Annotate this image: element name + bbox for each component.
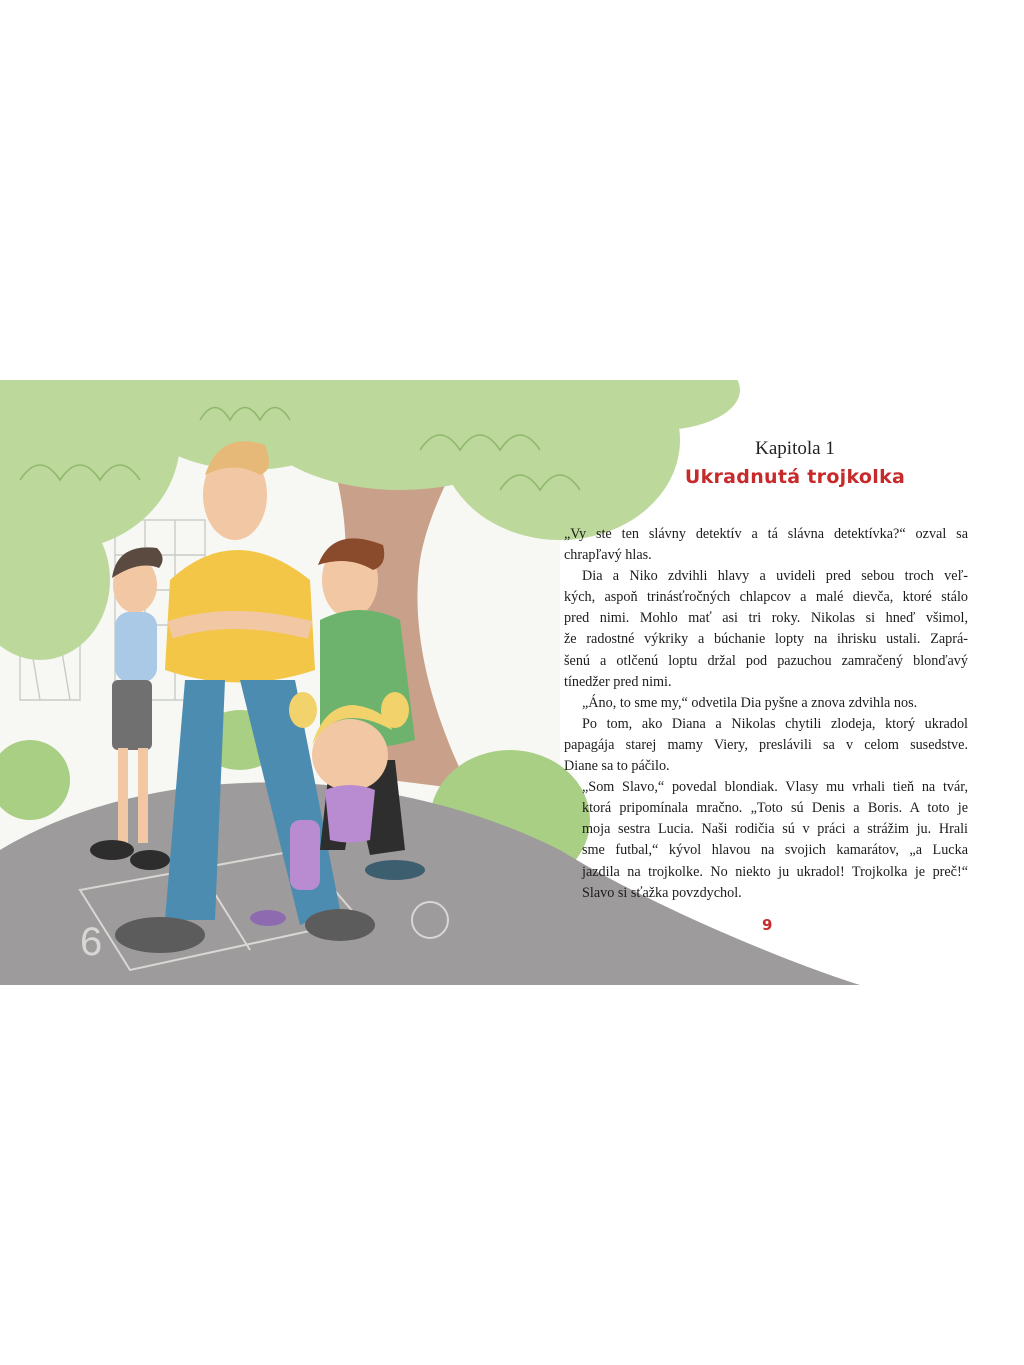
chapter-label: Kapitola 1 [755, 438, 835, 459]
text-line: Po tom, ako Diana a Nikolas chytili zlodeja, ktorý ukradol [582, 715, 968, 732]
text-line: „Áno, to sme my,“ odvetila Dia pyšne a znova zdvihla nos. [582, 694, 918, 711]
text-line: pred nimi. Mohlo mať asi tri roky. Nikolas si hneď všimol, [564, 610, 968, 627]
text-line: šenú a otlčenú loptu držal pod pazuchou zamračený blonďavý [564, 652, 968, 669]
text-line: Dia a Niko zdvihli hlavy a uvideli pred sebou troch veľ- [582, 568, 968, 585]
paragraph [564, 714, 968, 777]
paragraph [564, 566, 968, 693]
text-line: tínedžer pred nimi. [564, 673, 672, 690]
chapter-title: Ukradnutá trojkolka [684, 466, 906, 488]
text-line: moja sestra Lucia. Naši rodičia sú v práci a strážim ju. Hrali [582, 821, 968, 838]
text-line: „Vy ste ten slávny detektív a tá slávna detektívka?“ ozval sa [564, 526, 968, 542]
paragraph [564, 693, 968, 714]
text-line: sme futbal,“ kývol hlavou na svojich kamarátov, „a Lucka [582, 842, 968, 859]
svg-text:6: 6 [80, 920, 103, 964]
text-page [540, 380, 980, 985]
text-line: „Som Slavo,“ povedal blondiak. Vlasy mu vrhali tieň na tvár, [582, 779, 968, 796]
text-line: Diane sa to páčilo. [564, 758, 670, 775]
text-line: chrapľavý hlas. [564, 547, 652, 564]
text-line: kých, aspoň trinásťročných chlapcov a malé dievča, ktoré stálo [564, 589, 968, 606]
paragraph [564, 777, 968, 904]
text-line: že radostné výkriky a búchanie lopty na ihrisku ustali. Zaprá- [564, 631, 968, 648]
paragraph [564, 524, 968, 566]
text-line: ktorá pripomínala mračno. „Toto sú Denis a Boris. A toto je [582, 800, 968, 817]
text-line: papagája starej mamy Viery, preslávili sa v celom susedstve. [564, 736, 968, 753]
body-text [564, 524, 968, 904]
page-number: 9 [762, 916, 773, 934]
text-line: Slavo si sťažka povzdychol. [582, 884, 742, 901]
text-line: jazdila na trojkolke. No niekto ju ukradol! Trojkolka je preč!“ [582, 863, 968, 880]
book-spread [0, 380, 1024, 985]
